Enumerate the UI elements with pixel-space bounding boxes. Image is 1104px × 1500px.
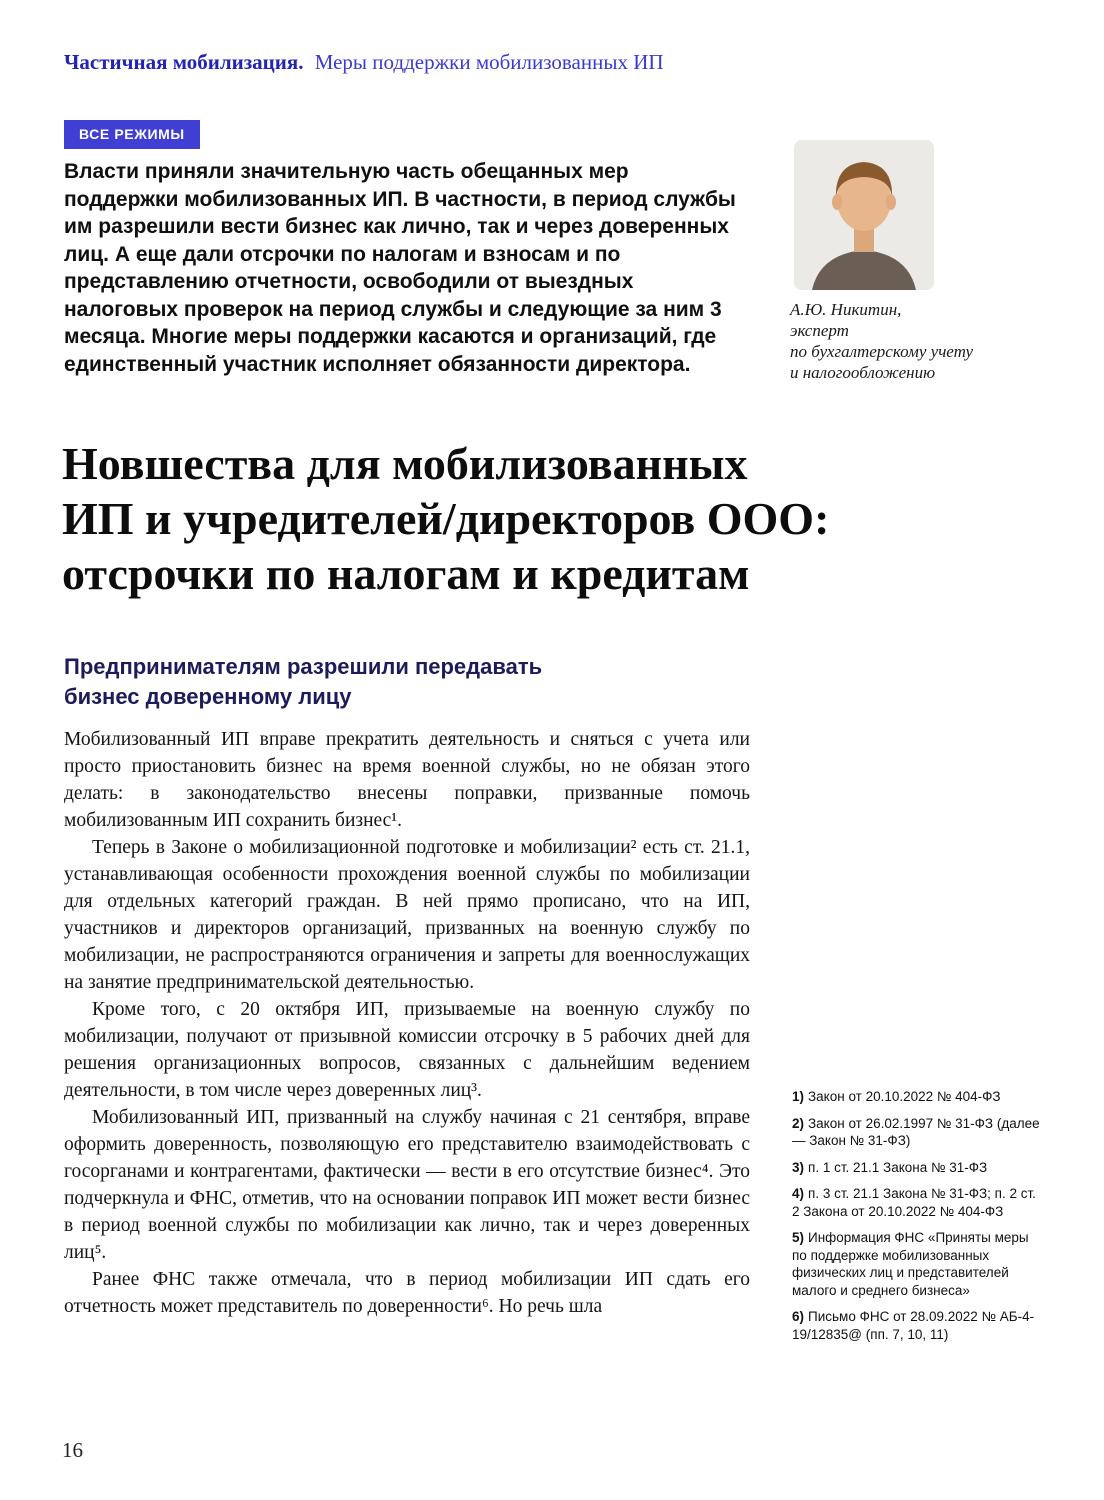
author-role-line: и налогообложению [790, 363, 936, 382]
footnote [792, 1229, 1044, 1299]
footnote-number: 2) [792, 1115, 805, 1131]
author-role-line: по бухгалтерскому учету [790, 342, 974, 361]
author-photo [794, 140, 934, 290]
section-subheading-line: бизнес доверенному лицу [64, 684, 352, 709]
body-paragraph: Мобилизованный ИП вправе прекратить деятельность и сняться с учета или просто приостановить бизнес на время военной службы, но не обязан этого делать: в законодательство внесены поправки, призванные помочь мобилизованным ИП сохранить бизнес¹. [64, 729, 750, 831]
footnote [792, 1159, 1044, 1177]
footnote [792, 1308, 1044, 1343]
footnote [792, 1088, 1044, 1106]
running-head [64, 50, 664, 75]
person-portrait-icon [794, 140, 934, 290]
footnote-text: Закон от 20.10.2022 № 404-ФЗ [808, 1089, 1001, 1104]
body-paragraph: Теперь в Законе о мобилизационной подготовке и мобилизации² есть ст. 21.1, устанавливающая особенности прохождения военной службы по мобилизации для отдельных категорий граждан. В ней прямо прописано, что на ИП, участников и директоров организаций, призванных на военную службу по мобилизации, не распространяются ограничения и запреты для военнослужащих на занятие предпринимательской деятельностью. [64, 837, 750, 993]
section-subheading [64, 652, 754, 712]
footnote-number: 1) [792, 1089, 805, 1104]
body-paragraph: Кроме того, с 20 октября ИП, призываемые на военную службу по мобилизации, получают от призывной комиссии отсрочку в 5 рабочих дней для решения организационных вопросов, связанных с дальнейшим ведением деятельности, в том числе через доверенных лиц³. [64, 999, 750, 1101]
footnote [792, 1115, 1044, 1150]
footnote-number: 4) [792, 1186, 805, 1201]
footnote-text: п. 1 ст. 21.1 Закона № 31-ФЗ [808, 1159, 988, 1175]
footnote-text: Закон от 26.02.1997 № 31-ФЗ (далее — Закон № 31-ФЗ) [792, 1115, 1040, 1148]
footnote-number: 3) [792, 1159, 805, 1175]
footnote-number: 5) [792, 1230, 805, 1245]
body-paragraph: Мобилизованный ИП, призванный на службу начиная с 21 сентября, вправе оформить доверенность, позволяющую его представителю взаимодействовать с госорганами и контрагентами, фактически — вести в его отсутствие бизнес⁴. Это подчеркнула и ФНС, отметив, что на основании поправок ИП может вести бизнес в период военной службы по мобилизации как лично, так и через доверенных лиц⁵. [64, 1107, 750, 1263]
section-subheading-line: Предпринимателям разрешили передавать [64, 654, 543, 679]
footnote-text: Информация ФНС «Приняты меры по поддержке мобилизованных физических лиц и представителей малого и среднего бизнеса» [792, 1230, 1029, 1298]
author-name: А.Ю. Никитин, [790, 300, 902, 319]
footnote-number: 6) [792, 1309, 805, 1324]
author-block [790, 140, 1020, 383]
footnote-text: п. 3 ст. 21.1 Закона № 31-ФЗ; п. 2 ст. 2 Закона от 20.10.2022 № 404-ФЗ [792, 1186, 1036, 1219]
author-caption [790, 299, 1020, 383]
article-title-line: ИП и учредителей/директоров ООО: [62, 493, 830, 544]
article-title-line: Новшества для мобилизованных [62, 438, 748, 489]
author-role-line: эксперт [790, 321, 849, 340]
body-paragraph: Ранее ФНС также отмечала, что в период мобилизации ИП сдать его отчетность может представитель по доверенности⁶. Но речь шла [64, 1269, 750, 1317]
article-body [64, 726, 750, 1320]
running-head-topic: Частичная мобилизация. [64, 50, 304, 74]
regime-badge: ВСЕ РЕЖИМЫ [64, 120, 200, 149]
page-number: 16 [62, 1438, 83, 1462]
article-title-line: отсрочки по налогам и кредитам [62, 548, 750, 599]
running-head-subtitle: Меры поддержки мобилизованных ИП [314, 50, 664, 74]
article-title [62, 436, 1042, 601]
footnote-text: Письмо ФНС от 28.09.2022 № АБ-4-19/12835@ (пп. 7, 10, 11) [792, 1309, 1035, 1342]
footnotes-sidebar [792, 1088, 1044, 1352]
lead-paragraph: Власти приняли значительную часть обещанных мер поддержки мобилизованных ИП. В частности, в период службы им разрешили вести бизнес как лично, так и через доверенных лиц. А еще дали отсрочки по налогам и взносам и по представлению отчетности, освободили от выездных налоговых проверок на период службы и следующие за ним 3 месяца. Многие меры поддержки касаются и организаций, где единственный участник исполняет обязанности директора. [64, 160, 736, 376]
footnote [792, 1185, 1044, 1220]
